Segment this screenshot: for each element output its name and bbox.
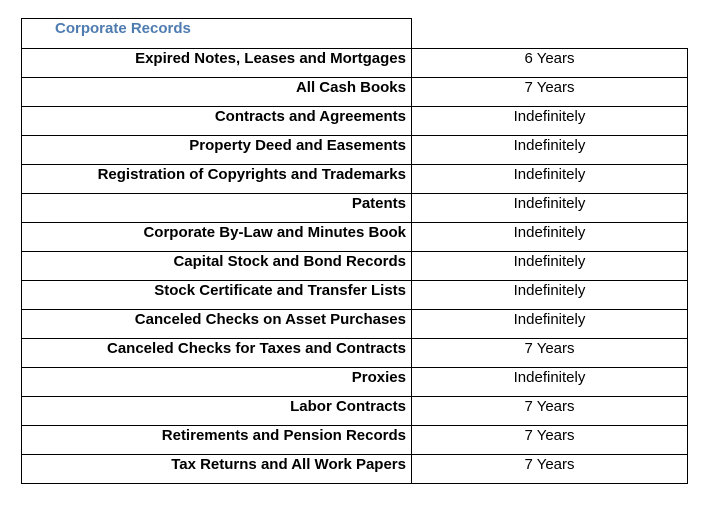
table-row (22, 165, 688, 194)
table-row (22, 136, 688, 165)
record-type-cell: All Cash Books (22, 78, 412, 107)
table-row (22, 397, 688, 426)
retention-period-cell: Indefinitely (412, 136, 688, 165)
record-type-cell: Capital Stock and Bond Records (22, 252, 412, 281)
table-row (22, 310, 688, 339)
retention-period-cell: 7 Years (412, 339, 688, 368)
retention-period-cell: Indefinitely (412, 223, 688, 252)
retention-period-cell: 7 Years (412, 455, 688, 484)
record-type-cell: Canceled Checks on Asset Purchases (22, 310, 412, 339)
retention-period-cell: Indefinitely (412, 281, 688, 310)
record-type-cell: Stock Certificate and Transfer Lists (22, 281, 412, 310)
table-row (22, 339, 688, 368)
table-row (22, 281, 688, 310)
record-type-cell: Canceled Checks for Taxes and Contracts (22, 339, 412, 368)
record-type-cell: Corporate By-Law and Minutes Book (22, 223, 412, 252)
table-row (22, 223, 688, 252)
table-row (22, 455, 688, 484)
record-type-cell: Registration of Copyrights and Trademarks (22, 165, 412, 194)
table-row (22, 194, 688, 223)
records-retention-table (21, 18, 688, 484)
retention-period-cell: Indefinitely (412, 368, 688, 397)
record-type-cell: Property Deed and Easements (22, 136, 412, 165)
record-type-cell: Proxies (22, 368, 412, 397)
record-type-cell: Tax Returns and All Work Papers (22, 455, 412, 484)
record-type-cell: Patents (22, 194, 412, 223)
table-row (22, 49, 688, 78)
retention-period-cell: 6 Years (412, 49, 688, 78)
record-type-cell: Expired Notes, Leases and Mortgages (22, 49, 412, 78)
retention-period-cell: Indefinitely (412, 194, 688, 223)
record-type-cell: Contracts and Agreements (22, 107, 412, 136)
table-row (22, 78, 688, 107)
record-type-cell: Labor Contracts (22, 397, 412, 426)
retention-period-cell: Indefinitely (412, 165, 688, 194)
retention-period-cell: 7 Years (412, 397, 688, 426)
retention-period-cell: Indefinitely (412, 310, 688, 339)
retention-period-cell: 7 Years (412, 426, 688, 455)
record-type-cell: Retirements and Pension Records (22, 426, 412, 455)
table-row (22, 252, 688, 281)
retention-period-cell: Indefinitely (412, 252, 688, 281)
table-header-row (22, 19, 688, 49)
retention-period-cell: 7 Years (412, 78, 688, 107)
table-row (22, 426, 688, 455)
retention-period-cell: Indefinitely (412, 107, 688, 136)
table-row (22, 368, 688, 397)
header-empty-cell (412, 19, 688, 49)
table-title: Corporate Records (22, 19, 412, 49)
table-row (22, 107, 688, 136)
